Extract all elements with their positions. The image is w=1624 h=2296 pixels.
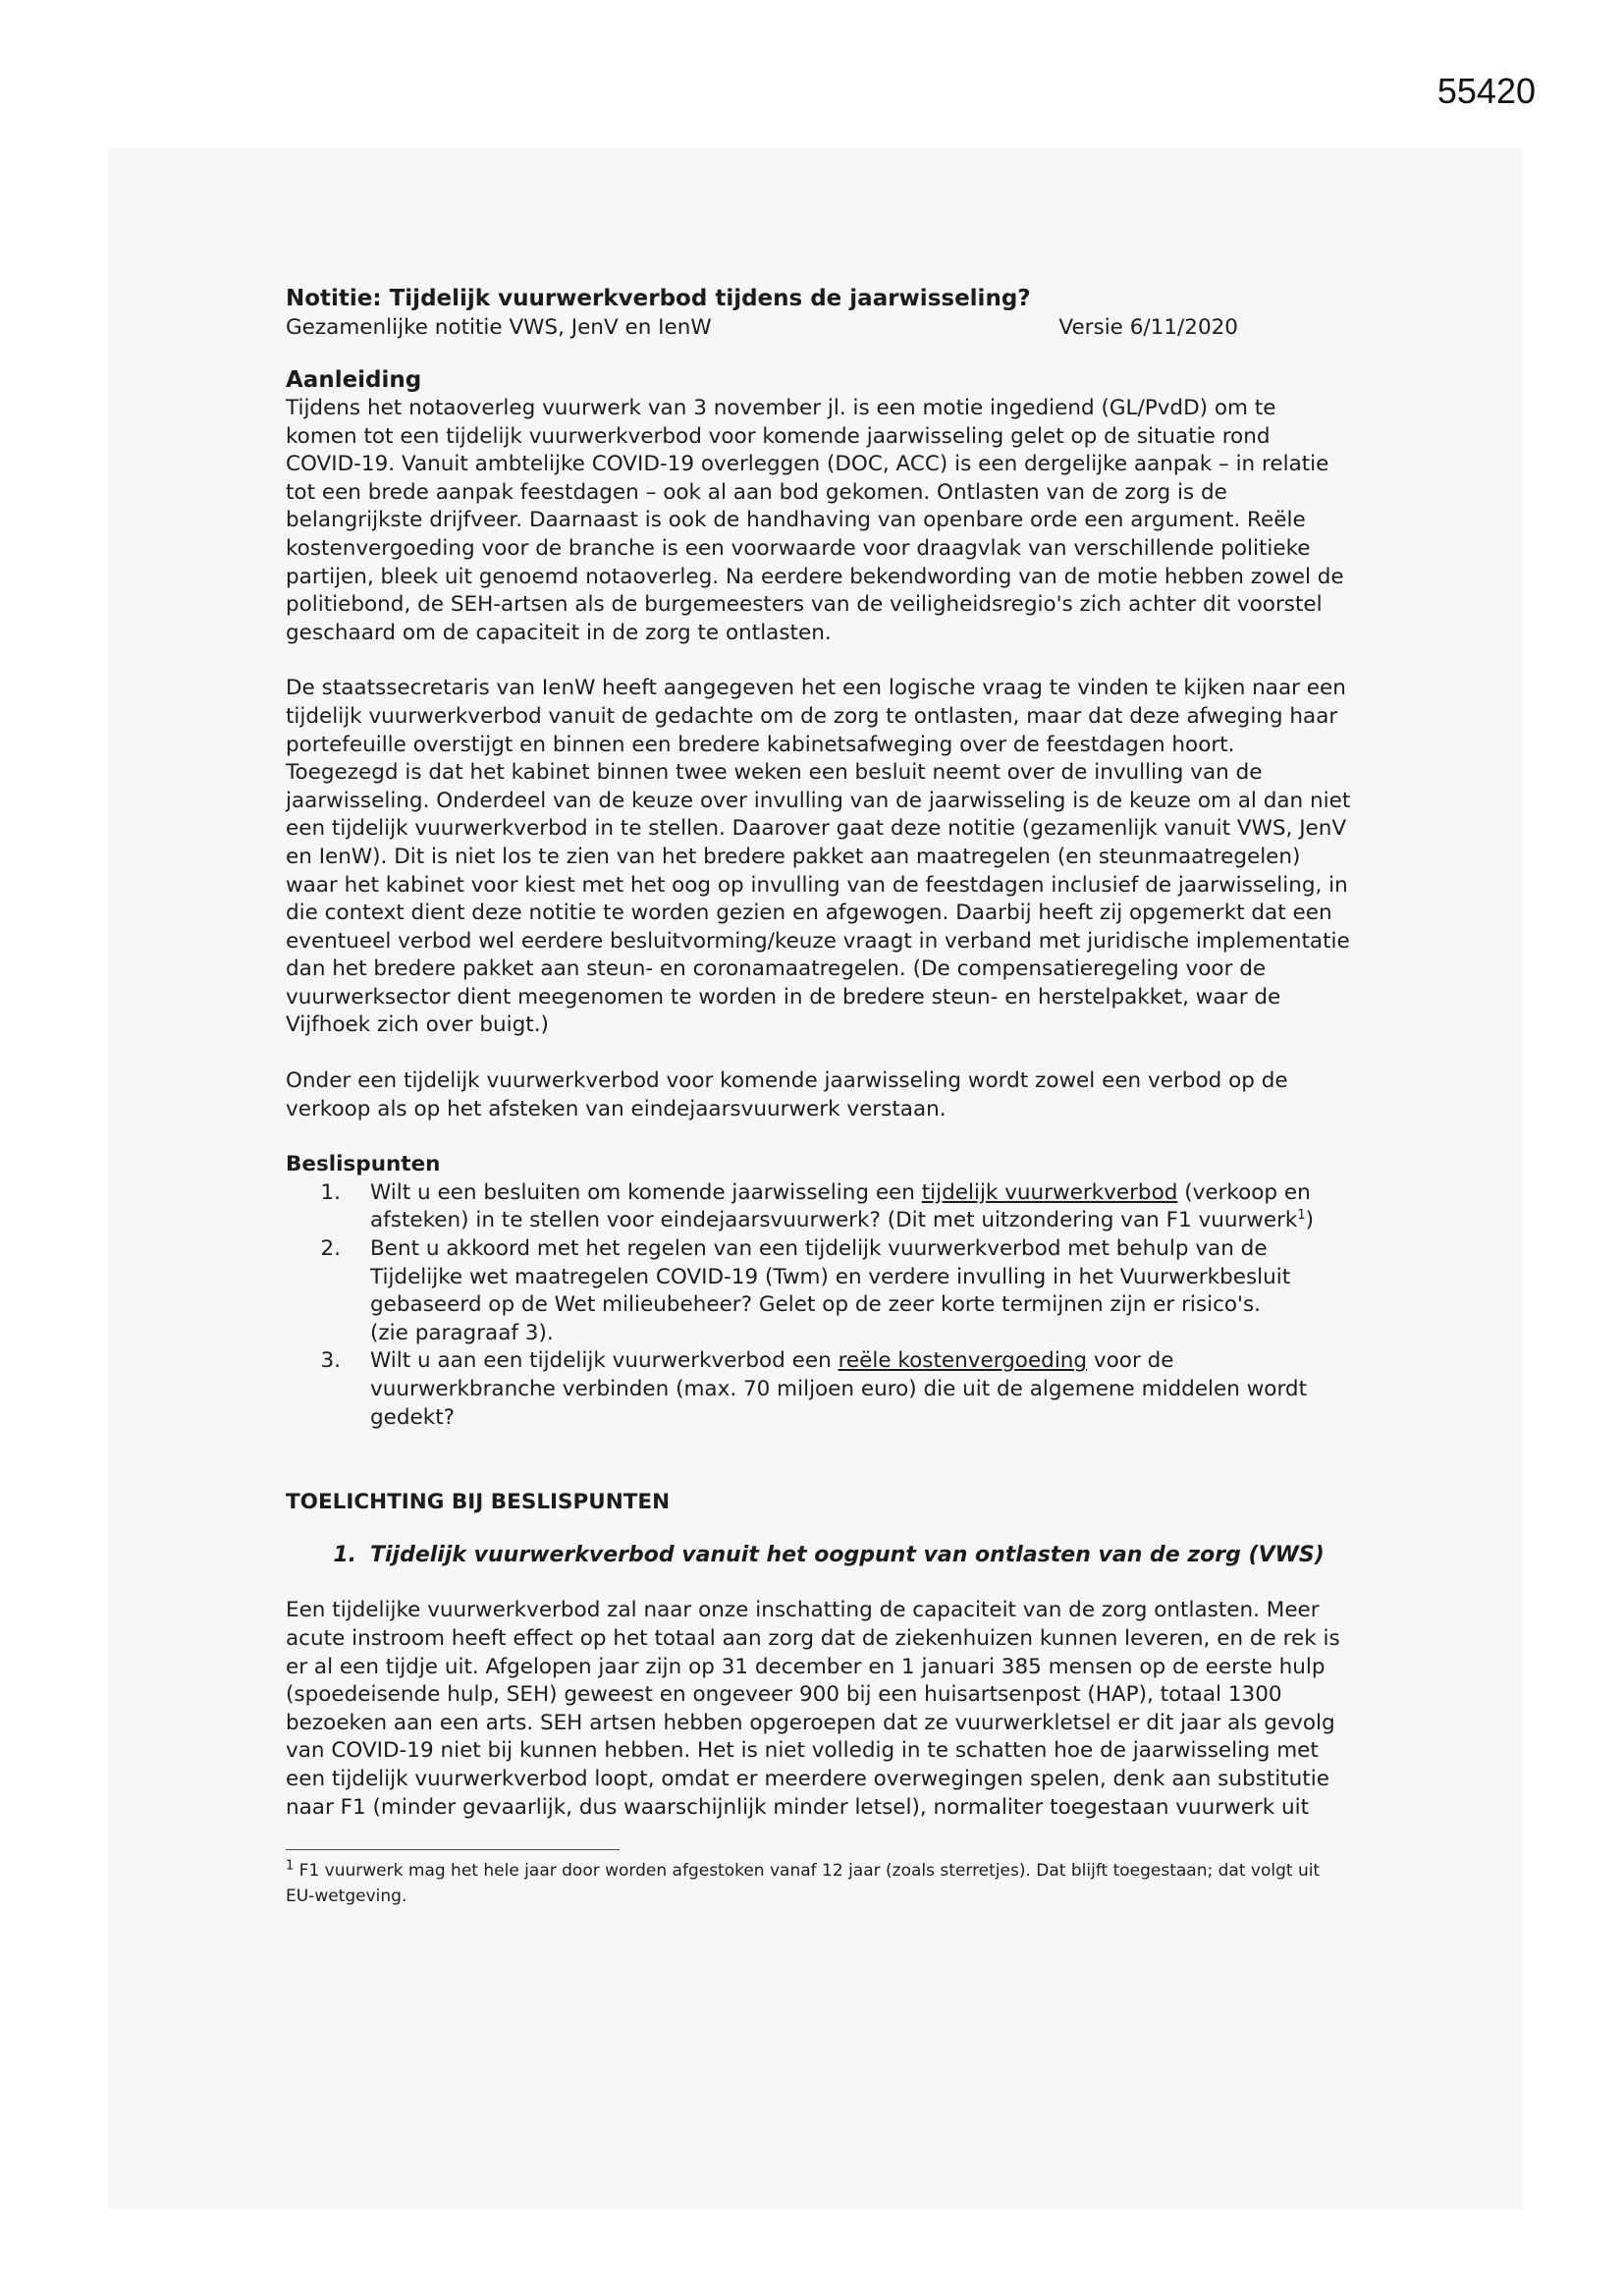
subsection-title: Tijdelijk vuurwerkverbod vanuit het oogpunt van ontlasten van de zorg (VWS) [370,1542,1325,1567]
document-subtitle-row [286,313,1238,342]
footnote-text: F1 vuurwerk mag het hele jaar door worden afgestoken vanaf 12 jaar (zoals sterretjes). Dat blijft toegestaan; dat volgt uit EU-wetgeving. [286,1861,1321,1907]
aanleiding-paragraph-3: Onder een tijdelijk vuurwerkverbod voor komende jaarwisseling wordt zowel een verbod op de verkoop als op het afsteken van eindejaarsvuurwerk verstaan. [286,1068,1288,1121]
footnote [286,1858,1351,1909]
footnote-divider [286,1849,620,1850]
decision-text [370,1347,1351,1432]
document-subtitle: Gezamenlijke notitie VWS, JenV en IenW [286,315,712,340]
decision-text-part: voor de vuurwerkbranche verbinden (max. 70 miljoen euro) die uit de algemene middelen wordt gedekt? [370,1348,1307,1430]
section-heading-aanleiding: Aanleiding [286,367,422,393]
document-version: Versie 6/11/2020 [1058,315,1238,340]
decision-text-part: Bent u akkoord met het regelen van een tijdelijk vuurwerkverbod met behulp van de Tijdelijke wet maatregelen COVID-19 (Twm) en verdere invulling in het Vuurwerkbesluit gebaseerd op de Wet milieubeheer? Gelet op de zeer korte termijnen zijn er risico's. [370,1236,1291,1318]
decision-text-part: (verkoop en afsteken) in te stellen voor eindejaarsvuurwerk? (Dit met uitzondering van F1 vuurwerk [370,1179,1311,1233]
decision-text-part: Wilt u een besluiten om komende jaarwisseling een [370,1179,922,1205]
section-heading-toelichting: TOELICHTING BIJ BESLISPUNTEN [286,1490,671,1515]
document-body [286,285,1351,1909]
decision-list [286,1179,1351,1432]
decision-underlined-term: tijdelijk vuurwerkverbod [921,1179,1178,1205]
decision-item [286,1347,1351,1432]
decision-number: 3. [320,1348,341,1374]
footnote-reference: 1 [1297,1208,1306,1224]
section-heading-beslispunten: Beslispunten [286,1152,441,1177]
decision-item [286,1179,1351,1235]
decision-underlined-term: reële kostenvergoeding [838,1348,1088,1374]
decision-text-part: ) [1305,1208,1315,1233]
decision-text [370,1235,1351,1347]
aanleiding-paragraph-1: Tijdens het notaoverleg vuurwerk van 3 november jl. is een motie ingediend (GL/PvdD) om te komen tot een tijdelijk vuurwerkverbod voor komende jaarwisseling gelet op de situatie rond COVID-19. Vanuit ambtelijke COVID-19 overleggen (DOC, ACC) is een dergelijke aanpak – in relatie tot een brede aanpak feestdagen – ook al aan bod gekomen. Ontlasten van de zorg is de belangrijkste drijfveer. Daarnaast is ook de handhaving van openbare orde een argument. Reële kostenvergoeding voor de branche is een voorwaarde voor draagvlak van verschillende politieke partijen, bleek uit genoemd notaoverleg. Na eerdere bekendwording van de motie hebben zowel de politiebond, de SEH-artsen als de burgemeesters van de veiligheidsregio's zich achter dit voorstel geschaard om de capaciteit in de zorg te ontlasten. [286,396,1344,645]
toelichting-paragraph-1: Een tijdelijke vuurwerkverbod zal naar onze inschatting de capaciteit van de zorg ontlasten. Meer acute instroom heeft effect op het totaal aan zorg dat de ziekenhuizen kunnen leveren, en de rek is er al een tijdje uit. Afgelopen jaar zijn op 31 december en 1 januari 385 mensen op de eerste hulp (spoedeisende hulp, SEH) geweest en ongeveer 900 bij een huisartsenpost (HAP), totaal 1300 bezoeken aan een arts. SEH artsen hebben opgeroepen dat ze vuurwerkletsel er dit jaar als gevolg van COVID-19 niet bij kunnen hebben. Het is niet volledig in te schatten hoe de jaarwisseling met een tijdelijk vuurwerkverbod loopt, omdat er meerdere overwegingen spelen, denk aan substitutie naar F1 (minder gevaarlijk, dus waarschijnlijk minder letsel), normaliter toegestaan vuurwerk uit [286,1598,1340,1820]
decision-number: 1. [320,1179,341,1205]
document-title: Notitie: Tijdelijk vuurwerkverbod tijdens de jaarwisseling? [286,286,1031,311]
subsection-heading [286,1542,1351,1570]
aanleiding-paragraph-2: De staatssecretaris van IenW heeft aangegeven het een logische vraag te vinden te kijken naar een tijdelijk vuurwerkverbod vanuit de gedachte om de zorg te ontlasten, maar dat deze afweging haar portefeuille overstijgt en binnen een bredere kabinetsafweging over de feestdagen hoort. Toegezegd is dat het kabinet binnen twee weken een besluit neemt over de invulling van de jaarwisseling. Onderdeel van de keuze over invulling van de jaarwisseling is de keuze om al dan niet een tijdelijk vuurwerkverbod in te stellen. Daarover gaat deze notitie (gezamenlijk vanuit VWS, JenV en IenW). Dit is niet los te zien van het bredere pakket aan maatregelen (en steunmaatregelen) waar het kabinet voor kiest met het oog op invulling van de feestdagen inclusief de jaarwisseling, in die context dient deze notitie te worden gezien en afgewogen. Daarbij heeft zij opgemerkt dat een eventueel verbod wel eerdere besluitvorming/keuze vraagt in verband met juridische implementatie dan het bredere pakket aan steun- en coronamaatregelen. (De compensatieregeling voor de vuurwerksector dient meegenomen te worden in de bredere steun- en herstelpakket, waar de Vijfhoek zich over buigt.) [286,676,1351,1038]
footnote-marker: 1 [286,1858,295,1874]
decision-text-part: (zie paragraaf 3). [370,1320,554,1345]
document-number: 55420 [1436,71,1536,111]
decision-item [286,1235,1351,1347]
decision-text-part: Wilt u aan een tijdelijk vuurwerkverbod een [370,1348,839,1374]
decision-text [370,1179,1351,1235]
decision-number: 2. [320,1236,341,1262]
subsection-number: 1. [333,1542,356,1567]
